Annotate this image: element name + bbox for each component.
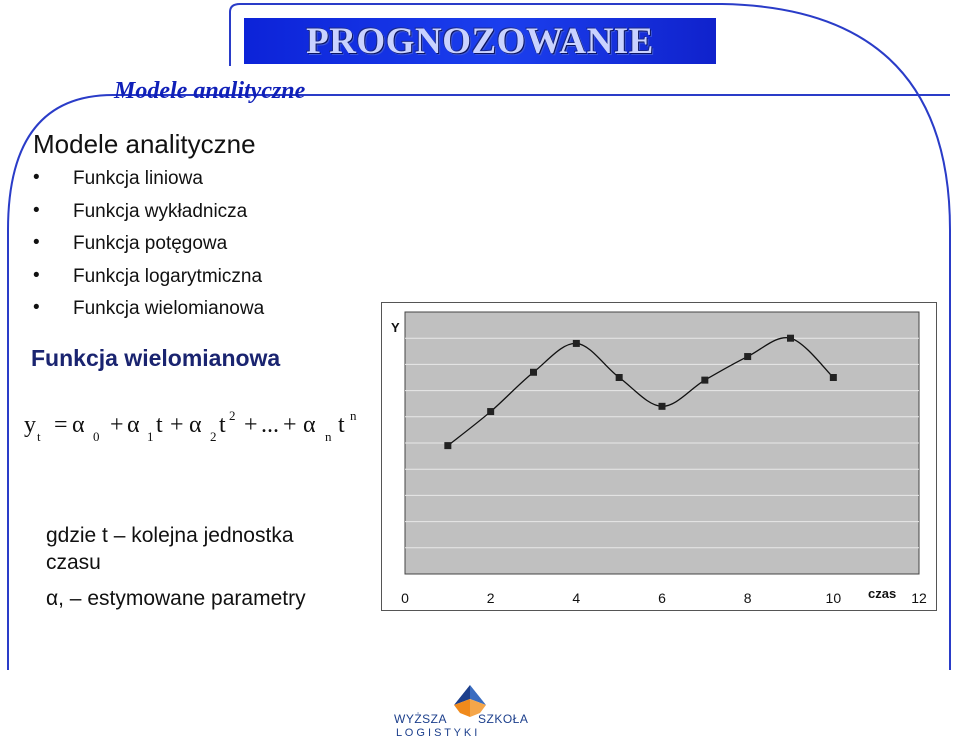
formula-plus-4: + — [283, 412, 297, 438]
formula-exponent-2: 2 — [229, 408, 236, 423]
list-item-label: Funkcja logarytmiczna — [73, 265, 263, 287]
list-item — [33, 266, 264, 299]
bullet-icon: • — [33, 199, 40, 221]
list-item-label: Funkcja wykładnicza — [73, 200, 248, 222]
y-axis-label: Y — [391, 320, 400, 335]
list-item-label: Funkcja wielomianowa — [73, 298, 265, 319]
formula-ellipsis: ... — [261, 412, 279, 438]
data-point — [830, 374, 837, 381]
slide-subtitle: Modele analityczne — [114, 78, 306, 104]
list-item — [33, 298, 264, 331]
x-tick-label: 4 — [572, 590, 581, 606]
formula-subscript-n: n — [325, 429, 332, 444]
x-axis-label: czas — [868, 586, 897, 601]
note-time-unit: gdzie t – kolejna jednostka czasu — [46, 524, 294, 574]
formula-exponent-n: n — [350, 408, 357, 423]
bullet-icon: • — [33, 232, 40, 253]
formula-alpha-0: α — [72, 412, 85, 438]
formula-plus-1: + — [110, 412, 124, 438]
formula-t-1: t — [156, 412, 163, 438]
list-item — [33, 168, 264, 201]
logo-text-bottom: L O G I S T Y K I — [396, 727, 478, 737]
bullet-icon: • — [33, 167, 40, 188]
x-tick-label: 0 — [401, 590, 409, 606]
formula-y: y — [24, 412, 36, 438]
x-tick-label: 6 — [658, 590, 666, 606]
data-point — [701, 377, 708, 384]
formula-alpha-n: α — [303, 412, 316, 438]
x-tick-label: 12 — [911, 590, 927, 606]
x-tick-label: 2 — [486, 590, 495, 606]
list-item-label: Funkcja liniowa — [73, 168, 203, 189]
bullet-icon: • — [33, 264, 40, 286]
banner-title: PROGNOZOWANIE — [306, 20, 654, 62]
list-item — [33, 233, 264, 266]
logo-text-right: SZKOŁA — [478, 712, 529, 726]
data-point — [744, 353, 751, 360]
bullet-icon: • — [33, 297, 40, 318]
title-banner — [244, 18, 716, 64]
model-list — [33, 168, 264, 331]
data-point — [787, 335, 794, 342]
formula-subscript-1: 1 — [147, 429, 154, 444]
formula-subscript-0: 0 — [93, 429, 100, 444]
list-item — [33, 201, 264, 234]
formula-plus-3: + — [244, 412, 258, 438]
note-parameters: α, – estymowane parametry — [46, 587, 306, 610]
formula-equals: = — [54, 412, 68, 438]
section-heading: Funkcja wielomianowa — [31, 345, 281, 371]
formula-t-2: t — [219, 412, 226, 438]
formula-t-n: t — [338, 412, 345, 438]
polynomial-formula — [24, 404, 364, 452]
formula-subscript-2: 2 — [210, 429, 217, 444]
data-point — [616, 374, 623, 381]
list-item-label: Funkcja potęgowa — [73, 233, 228, 254]
school-logo — [392, 683, 542, 737]
data-point — [659, 403, 666, 410]
formula-y-subscript: t — [37, 429, 41, 444]
data-point — [487, 408, 494, 415]
data-point — [444, 442, 451, 449]
formula-alpha-2: α — [189, 412, 202, 438]
data-point — [530, 369, 537, 376]
logo-text-left: WYŻSZA — [394, 712, 447, 726]
polynomial-chart — [381, 302, 937, 612]
formula-alpha-1: α — [127, 412, 140, 438]
data-point — [573, 340, 580, 347]
formula-plus-2: + — [170, 412, 184, 438]
x-tick-label: 8 — [743, 590, 752, 606]
content-heading: Modele analityczne — [33, 129, 256, 159]
x-tick-label: 10 — [825, 590, 842, 606]
